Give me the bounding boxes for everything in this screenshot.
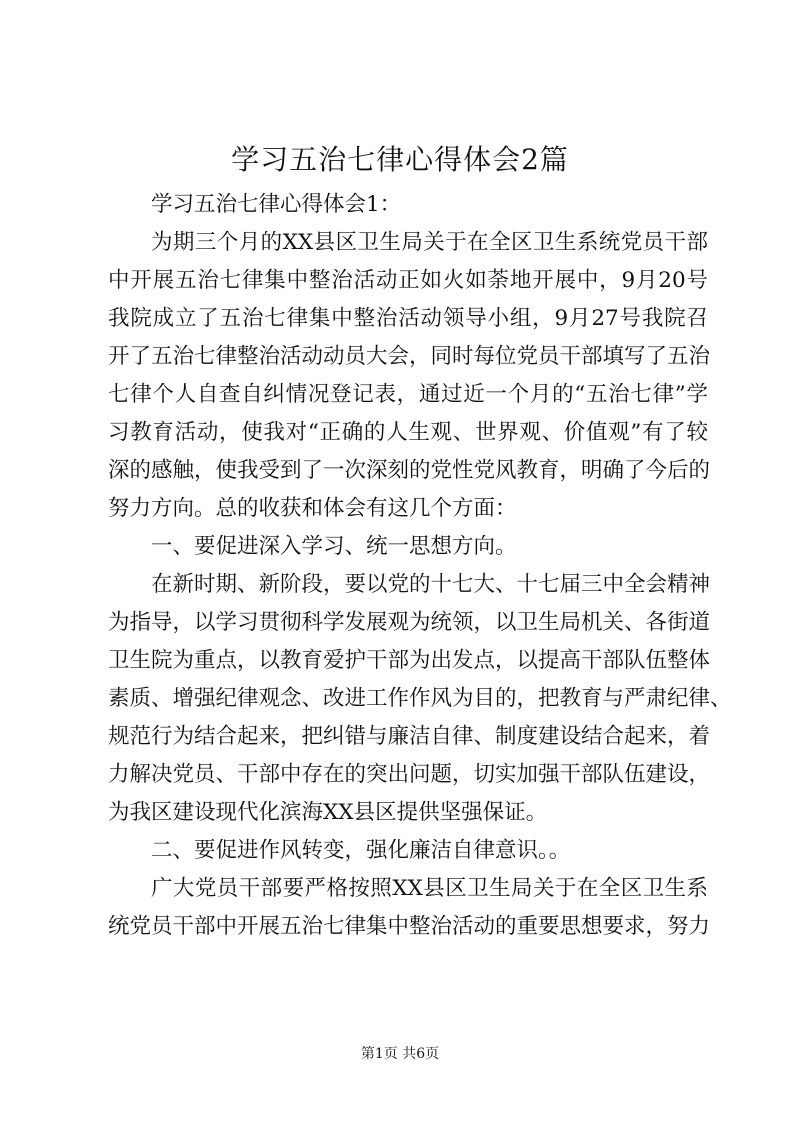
section-heading: 一、要促进深入学习、统一思想方向。 bbox=[151, 534, 517, 559]
text-line: 为指导，以学习贯彻科学发展观为统领，以卫生局机关、各街道 bbox=[108, 610, 711, 635]
section-heading: 二、要促进作风转变，强化廉洁自律意识。。 bbox=[151, 838, 571, 863]
text-line: 广大党员干部要严格按照XX县区卫生局关于在全区卫生系 bbox=[151, 876, 708, 901]
text-line: 中开展五治七律集中整治活动正如火如荼地开展中，9月20号 bbox=[108, 268, 708, 293]
text-line: 为我区建设现代化滨海XX县区提供坚强保证。 bbox=[108, 800, 548, 825]
text-line: 力解决党员、干部中存在的突出问题，切实加强干部队伍建设， bbox=[108, 762, 711, 787]
text-line: 深的感触，使我受到了一次深刻的党性党风教育，明确了今后的 bbox=[108, 458, 711, 483]
text-line: 素质、增强纪律观念、改进工作作风为目的，把教育与严肃纪律、 bbox=[108, 686, 732, 711]
document-title: 学习五治七律心得体会2篇 bbox=[231, 143, 569, 176]
text-line: 在新时期、新阶段，要以党的十七大、十七届三中全会精神 bbox=[151, 572, 711, 597]
text-line: 统党员干部中开展五治七律集中整治活动的重要思想要求，努力 bbox=[108, 914, 711, 939]
text-line: 为期三个月的XX县区卫生局关于在全区卫生系统党员干部 bbox=[151, 230, 708, 255]
document-body bbox=[108, 186, 732, 946]
page-number: 第1页 共6页 bbox=[360, 1046, 440, 1062]
text-line: 卫生院为重点，以教育爱护干部为出发点，以提高干部队伍整体 bbox=[108, 648, 711, 673]
text-line: 我院成立了五治七律集中整治活动领导小组，9月27号我院召 bbox=[108, 306, 708, 331]
text-line: 努力方向。总的收获和体会有这几个方面： bbox=[108, 496, 517, 521]
text-line: 规范行为结合起来，把纠错与廉洁自律、制度建设结合起来，着 bbox=[108, 724, 711, 749]
text-line: 习教育活动，使我对“正确的人生观、世界观、价值观”有了较 bbox=[108, 420, 708, 445]
text-line: 七律个人自查自纠情况登记表，通过近一个月的“五治七律”学 bbox=[108, 382, 708, 407]
text-line: 开了五治七律整治活动动员大会，同时每位党员干部填写了五治 bbox=[108, 344, 711, 369]
text-line: 学习五治七律心得体会1： bbox=[151, 192, 402, 217]
